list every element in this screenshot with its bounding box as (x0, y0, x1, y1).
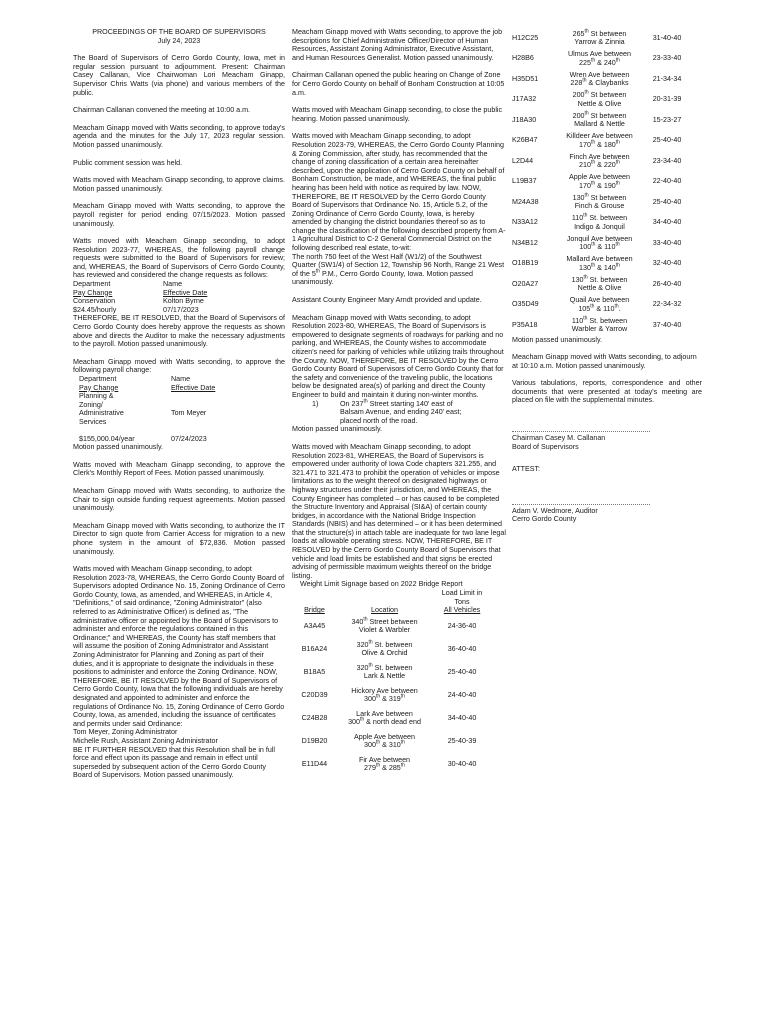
bridge-id: C24B28 (301, 714, 328, 723)
bridge-id: J18A30 (512, 115, 537, 124)
bridge-id: O18B19 (512, 259, 539, 268)
pc-header-dept: Department (73, 280, 111, 289)
bridge-id: H12C25 (512, 33, 539, 42)
bridge-row (512, 192, 692, 213)
column-2 (292, 28, 506, 776)
pc-header-effective: Effective Date (163, 288, 208, 297)
bridge-location-line-2: 300th & 319th (364, 693, 405, 704)
bridge-location (557, 151, 642, 172)
bridge-row (292, 615, 492, 638)
bridge-row (512, 69, 692, 90)
bridge-id: N34B12 (512, 238, 538, 247)
bridge-table-header (292, 589, 492, 615)
bridge-id: B16A24 (301, 645, 328, 654)
resolution-78-name-2: Michelle Rush, Assistant Zoning Administrator (73, 736, 218, 745)
pc-effective: 07/17/2023 (163, 305, 199, 314)
paragraph-resolution-80: Meacham Ginapp moved with Watts seconding, to adopt Resolution 2023-80, WHEREAS, The Board of Supervisors is empowered to designate segments of roadways for parking and no parking, and WHEREAS, the County wishes to accommodate citizen's need for parking of vehicles while utilizing trails throughout the County. NOW, THEREFORE, BE IT RESOLVED by the Cerro Gordo County Board of Supervisors of Cerro Gordo County that for the safety and convenience of the traveling public, the locations below be designated area(s) of parking and direct the County Engineer to build and maintain it during non-winter months. (292, 313, 504, 399)
paragraph-public-hearing: Chairman Callanan opened the public hearing on Change of Zone for Cerro Gordo County on behalf of Bonham Construction at 10:05 a.m. (292, 71, 505, 97)
bridge-load-limit: 22-34-32 (652, 300, 682, 309)
bridge-table-continued (512, 28, 692, 336)
bridge-location-line-1: Ulmus Ave between (568, 50, 631, 59)
bridge-row (512, 151, 692, 172)
bridge-row (512, 28, 692, 49)
bridge-load-limit: 25-40-40 (652, 136, 682, 145)
bridge-load-limit: 34-40-40 (447, 714, 477, 723)
bridge-id: D19B20 (301, 737, 328, 746)
bridge-location (337, 684, 432, 707)
signature-line-auditor (512, 504, 650, 505)
bridge-location-line-2: Olive & Orchid (361, 649, 408, 658)
pc-header-name: Name (163, 280, 183, 289)
paragraph-fees: Watts moved with Meacham Ginapp seconding, to approve the Clerk's Monthly Report of Fees. Motion passed unanimously. (73, 460, 285, 478)
bridge-load-limit: 23-34-40 (652, 156, 682, 165)
pc2-effective: 07/24/2023 (171, 434, 207, 443)
pc2-header-effective: Effective Date (171, 383, 216, 392)
bridge-location-line-1: Quail Ave between (569, 296, 630, 305)
bridge-location (557, 274, 642, 295)
pc2-dept-line1: Planning & (79, 392, 114, 401)
bridge-location-line-1: 200th St between (572, 110, 627, 120)
bridge-load-limit: 31-40-40 (652, 33, 682, 42)
paragraph-meeting: The Board of Supervisors of Cerro Gordo County, Iowa, met in regular session pursuant to adjournment. Present: Chairman Casey Callanan, Vice Chairwoman Lori Meacham Ginapp, Supervisor Chris Watts (via phone) and various members of the public. (73, 54, 285, 97)
pc-dept: Conservation (73, 297, 116, 306)
bridge-load-limit: 37-40-40 (652, 320, 682, 329)
bridge-location (557, 69, 642, 90)
pc2-header-change: Pay Change (79, 383, 119, 392)
paragraph-job-descriptions: Meacham Ginapp moved with Watts seconding, to approve the job descriptions for Chief Administrative Officer/Director of Human Resources, Assistant Zoning Administrator, Executive Assistant, and Human Resources Generalist. Motion passed unanimously. (292, 28, 503, 62)
bridge-location-line-2: Nettle & Olive (577, 99, 622, 108)
bridge-location-line-1: Apple Ave between (568, 173, 630, 182)
bridge-id: B18A5 (303, 668, 326, 677)
bridge-row (512, 49, 692, 70)
bridge-location (557, 90, 642, 111)
bridge-location-line-2: 225th & 240th (579, 57, 620, 67)
bridge-location-line-2: Lark & Nettle (363, 672, 406, 681)
bridge-location-line-2: 210th & 220th (579, 159, 620, 170)
bridge-row (292, 661, 492, 684)
bridge-location-line-1: 320th St. between (356, 639, 413, 649)
paragraph-resolution-79: Watts moved with Meacham Ginapp seconding, to adopt Resolution 2023-79, WHEREAS, the Cerro Gordo County Planning & Zoning Commission, after study, has recommended that the change of zoning classification of a certain area hereinafter described, upon the application of Cerro Gordo County on behalf of Bonham Construction, be made, and WHEREAS, the final public hearing has been held with notice as required by law. NOW, THEREFORE, BE IT RESOLVED by the Cerro Gordo County Board of Supervisors that Ordinance No. 15, Article 5.2, of the Zoning Ordinance of Cerro Gordo County, Iowa, is hereby amended by changing the district boundaries thereof so as to change the classification of the following described property from A-1 Agricultural District to C-2 General Commercial District on the following described real estate, to-wit: (292, 132, 506, 253)
paragraph-resolution-79-b: The north 750 feet of the West Half (W1/2) of the Southwest Quarter (SW1/4) of Section 12, Township 96 North, Range 21 West of the 5th P.M., Cerro Gordo County, Iowa. Motion passed unanimously. (292, 252, 505, 287)
payroll-change-table-2 (79, 375, 264, 443)
column-1 (73, 28, 285, 780)
document-date: July 24, 2023 (157, 36, 201, 45)
bridge-location-line-2: Violet & Warbler (358, 626, 411, 635)
bridge-location (557, 28, 642, 49)
paragraph-resolution-77: Watts moved with Meacham Ginapp seconding, to adopt Resolution 2023-77, WHEREAS, the following payroll change requests were submitted to the Board of Supervisors for review; and, WHEREAS, the Board of Supervisors of Cerro Gordo County, has reviewed and considered the change requests as follows: (73, 237, 285, 280)
bridge-location-line-1: 110th St. between (571, 212, 628, 223)
bridge-row (292, 730, 492, 753)
bridge-location-line-1: Mallard Ave between (566, 255, 633, 264)
bridge-id: L19B37 (512, 177, 537, 186)
bridge-location (337, 661, 432, 684)
bridge-location-line-1: Finch Ave between (569, 152, 630, 161)
bridge-row (512, 274, 692, 295)
bridge-location-line-1: Lark Ave between (356, 709, 413, 718)
bridge-row (292, 638, 492, 661)
paragraph-funding: Meacham Ginapp moved with Watts seconding, to authorize the Chair to sign outside funding request agreements. Motion passed unanimously. (73, 486, 285, 513)
signature-auditor-title: Cerro Gordo County (512, 515, 577, 524)
pc2-name: Tom Meyer (171, 409, 207, 418)
bridge-location-line-1: Killdeer Ave between (566, 132, 633, 141)
bridge-load-limit: 33-40-40 (652, 238, 682, 247)
bridge-location (557, 295, 642, 316)
bridge-load-limit: 34-40-40 (652, 218, 682, 227)
bridge-location-line-2: Indigo & Jonquil (574, 222, 625, 231)
paragraph-documents: Various tabulations, reports, correspondence and other documents that were presented at today's meeting are placed on file with the supplemental minutes. (512, 379, 702, 405)
paragraph-phone-system: Meacham Ginapp moved with Watts seconding, to authorize the IT Director to sign quote from Carrier Access for migration to a new phone system in the amount of $72,836. Motion passed unanimously. (73, 521, 285, 556)
bridge-location-line-1: 200th St between (572, 89, 627, 100)
bridge-location (337, 753, 432, 776)
bridge-id: C20D39 (301, 691, 328, 700)
bridge-location (557, 254, 642, 275)
bridge-load-limit: 21-34-34 (652, 74, 682, 83)
bridge-location-line-2: 100th & 110th (579, 241, 620, 252)
bridge-row (512, 90, 692, 111)
bridge-load-limit: 26-40-40 (652, 279, 682, 288)
pc2-change: $155,000.04/year (79, 434, 135, 443)
paragraph-resolution-78: Watts moved with Meacham Ginapp seconding, to adopt Resolution 2023-78, WHEREAS, the Cerro Gordo County Board of Supervisors adopted Ordinance No. 15, Zoning Ordinance of Cerro Gordo County, Iowa, as amended, and WHEREAS, in Article 4, "Definitions," of said ordinance, "Zoning Administrator" (also referred to as Administrative Officer) is defined as, "The administrative officer or appointed by the Board of Supervisors to administer and enforce the regulations contained in this Ordinance;" and WHEREAS, the County has staff members that will assume the position of Zoning Administrator and Assistant Zoning Administrator for Planning and Zoning as part of their duties, and it is appropriate to designate the individuals in these positions to administer and enforce the Zoning Ordinance. NOW, THEREFORE, BE IT RESOLVED by the Board of Supervisors of Cerro Gordo County, Iowa that the following individuals are hereby designated and appointed to administer and enforce the regulations of Ordinance No. 15, Zoning Ordinance of Cerro Gordo County, Iowa, as amended, including the issuance of certificates and permits under said Ordinance: (73, 565, 285, 728)
paragraph-resolution-81: Watts moved with Meacham Ginapp seconding, to adopt Resolution 2023-81, WHEREAS, the Board of Supervisors is empowered under authority of Iowa Code chapters 321.255, and 321.471 to 321.473 to prohibit the operation of vehicles or impose limitations as to the weight thereof on designated highways or highway structures under their jurisdiction, and WHEREAS, the County Engineer has completed – or has caused to be completed the Structure Inventory and Appraisal (SI&A) of certain county bridges, in accordance with the National Bridge Inspection Standards (NBIS) and has determined – or it has been determined that the structure(s) in attach table are inadequate for two lane legal loads at allowable operating stress. NOW, THEREFORE, BE IT RESOLVED by the Cerro Gordo County Board of Supervisors that vehicle and load limits be established and that signs be erected advising of permissible maximum weights thereof on the bridge listing. (292, 442, 506, 580)
bridge-load-limit: 25-40-39 (447, 737, 477, 746)
bridge-id: A3A45 (303, 622, 326, 631)
payroll-change-table (73, 280, 263, 314)
bridge-id: M24A38 (512, 197, 539, 206)
bridge-table (292, 589, 492, 776)
paragraph-engineer-update: Assistant County Engineer Mary Arndt provided and update. (292, 296, 482, 305)
bridge-row (512, 172, 692, 193)
bridge-row (292, 707, 492, 730)
pc2-header-name: Name (171, 375, 191, 383)
bridge-location-line-1: Jonquil Ave between (566, 234, 633, 243)
pc2-motion: Motion passed unanimously. (73, 443, 163, 452)
bridge-location-line-1: 340th Street between (351, 616, 418, 626)
bridge-location-line-1: Fir Ave between (358, 755, 411, 764)
bridge-location (557, 233, 642, 254)
bridge-location (557, 213, 642, 234)
signature-line-chairman (512, 431, 650, 432)
bridge-row (512, 233, 692, 254)
bridge-row (512, 295, 692, 316)
bridge-load-limit: 25-40-40 (652, 197, 682, 206)
bridge-location-line-1: 110th St. between (571, 315, 628, 325)
bridge-location (337, 615, 432, 638)
bridge-load-limit: 30-40-40 (447, 760, 477, 769)
bridge-location-line-1: 265th St between (572, 28, 627, 38)
bridge-location (337, 730, 432, 753)
bridge-motion: Motion passed unanimously. (512, 335, 602, 344)
resolution-78-name-1: Tom Meyer, Zoning Administrator (73, 728, 178, 737)
paragraph-resolution-77-b: THEREFORE, BE IT RESOLVED, that the Board of Supervisors of Cerro Gordo County does hereby approve the requests as shown above and directs the Auditor to make the necessary adjustments to the payroll. Motion passed unanimously. (73, 314, 285, 349)
bridge-row (292, 753, 492, 776)
bridge-location (337, 707, 432, 730)
signature-auditor-name: Adam V. Wedmore, Auditor (512, 506, 598, 515)
header-load-3: All Vehicles (443, 606, 481, 615)
pc-change: $24.45/hourly (73, 305, 117, 314)
bridge-location-line-2: 300th & north dead end (348, 716, 421, 727)
bridge-row (512, 110, 692, 131)
bridge-location-line-1: Hickory Ave between (351, 686, 418, 695)
header-load-2: Tons (454, 597, 470, 606)
bridge-location-line-2: 279th & 285th (364, 762, 405, 773)
bridge-location-line-1: 320th St. between (356, 662, 413, 672)
bridge-id: O35D49 (512, 300, 539, 309)
bridge-location-line-2: Nettle & Olive (577, 284, 622, 293)
weight-table-title: Weight Limit Signage based on 2022 Bridge Report (300, 580, 463, 589)
bridge-location (557, 192, 642, 213)
pc2-dept-line2: Zoning/ (79, 400, 103, 409)
bridge-row (512, 254, 692, 275)
bridge-location-line-2: 228th & Claybanks (570, 77, 629, 88)
bridge-location-line-1: 130th St between (572, 192, 627, 202)
bridge-load-limit: 25-40-40 (447, 668, 477, 677)
bridge-load-limit: 23-33-40 (652, 54, 682, 63)
pc2-dept-line4: Services (79, 417, 107, 426)
paragraph-adjourn: Meacham Ginapp moved with Watts seconding, to adjourn at 10:10 a.m. Motion passed unanimously. (512, 353, 697, 370)
bridge-load-limit: 22-40-40 (652, 177, 682, 186)
paragraph-resolution-78-b: BE IT FURTHER RESOLVED that this Resolution shall be in full force and effect upon its passage and remain in effect until superseded by subsequent action of the Cerro Gordo County Board of Supervisors. Motion passed unanimously. (73, 745, 276, 780)
bridge-location-line-2: Finch & Grouse (574, 202, 625, 211)
bridge-location-line-1: 130th St. between (571, 274, 628, 284)
bridge-id: P35A18 (512, 320, 538, 329)
header-location: Location (371, 606, 398, 615)
bridge-load-limit: 24-36-40 (447, 622, 477, 631)
bridge-id: J17A32 (512, 95, 537, 104)
bridge-location-line-2: Mallard & Nettle (574, 120, 625, 129)
bridge-id: K26B47 (512, 136, 538, 145)
bridge-load-limit: 24-40-40 (447, 691, 477, 700)
document-title: PROCEEDINGS OF THE BOARD OF SUPERVISORS (92, 28, 266, 36)
bridge-load-limit: 20-31-39 (652, 95, 682, 104)
paragraph-public-comment: Public comment session was held. (73, 158, 183, 167)
resolution-80-motion: Motion passed unanimously. (292, 425, 382, 434)
bridge-location-line-1: Wren Ave between (569, 70, 630, 79)
bridge-location-line-2: 170th & 180th (579, 139, 620, 149)
pc-name: Kolton Byrne (163, 297, 204, 306)
paragraph-close-hearing: Watts moved with Meacham Ginapp seconding, to close the public hearing. Motion passed unanimously. (292, 106, 503, 123)
bridge-location-line-2: 105th & 110th. (578, 303, 621, 313)
bridge-location (557, 315, 642, 336)
bridge-id: N33A12 (512, 218, 538, 227)
bridge-id: O20A27 (512, 279, 539, 288)
bridge-load-limit: 36-40-40 (447, 645, 477, 654)
paragraph-payroll-change: Meacham Ginapp moved with Watts seconding, to approve the following payroll change: (73, 357, 285, 375)
paragraph-agenda: Meacham Ginapp moved with Watts seconding, to approve today's agenda and the minutes for the July 17, 2023 regular session. Motion passed unanimously. (73, 123, 285, 149)
header-load-1: Load Limit in (441, 589, 483, 598)
signature-chairman-title: Board of Supervisors (512, 442, 579, 451)
resolution-80-item-text: On 237th Street starting 140' east of Balsam Avenue, and ending 240' east; placed north of the road. (340, 398, 462, 425)
header-bridge: Bridge (304, 606, 325, 615)
resolution-80-item (292, 400, 506, 426)
paragraph-claims: Watts moved with Meacham Ginapp seconding, to approve claims. Motion passed unanimously. (73, 176, 285, 193)
bridge-location-line-2: 130th & 140th (579, 262, 620, 272)
bridge-id: L2D44 (512, 156, 534, 165)
bridge-location-line-2: Yarrow & Zinnia (574, 38, 625, 47)
bridge-location-line-2: 170th & 190th (579, 180, 620, 190)
pc-header-change: Pay Change (73, 288, 113, 297)
bridge-location (557, 110, 642, 131)
bridge-location (557, 49, 642, 70)
bridge-row (512, 213, 692, 234)
bridge-location (557, 131, 642, 152)
bridge-id: H28B6 (512, 54, 534, 63)
signature-chairman-name: Chairman Casey M. Callanan (512, 434, 606, 443)
bridge-location-line-1: Apple Ave between (353, 732, 415, 741)
attest-label: ATTEST: (512, 465, 541, 474)
bridge-id: H35D51 (512, 74, 539, 83)
resolution-80-item-number: 1) (312, 399, 319, 408)
bridge-row (512, 315, 692, 336)
bridge-location (557, 172, 642, 193)
column-3 (512, 28, 702, 524)
bridge-row (512, 131, 692, 152)
bridge-load-limit: 32-40-40 (652, 259, 682, 268)
bridge-row (292, 684, 492, 707)
bridge-location-line-2: Warbler & Yarrow (571, 325, 628, 334)
paragraph-convene: Chairman Callanan convened the meeting at 10:00 a.m. (73, 106, 251, 115)
pc2-header-dept: Department (79, 375, 117, 383)
paragraph-payroll-register: Meacham Ginapp moved with Watts seconding, to approve the payroll register for period ending 07/15/2023. Motion passed unanimously. (73, 202, 285, 228)
bridge-id: E11D44 (301, 760, 328, 769)
bridge-location-line-2: 300th & 310th (364, 739, 405, 750)
bridge-location (337, 638, 432, 661)
bridge-load-limit: 15-23-27 (652, 115, 682, 124)
pc2-dept-line3: Administrative (79, 409, 124, 418)
